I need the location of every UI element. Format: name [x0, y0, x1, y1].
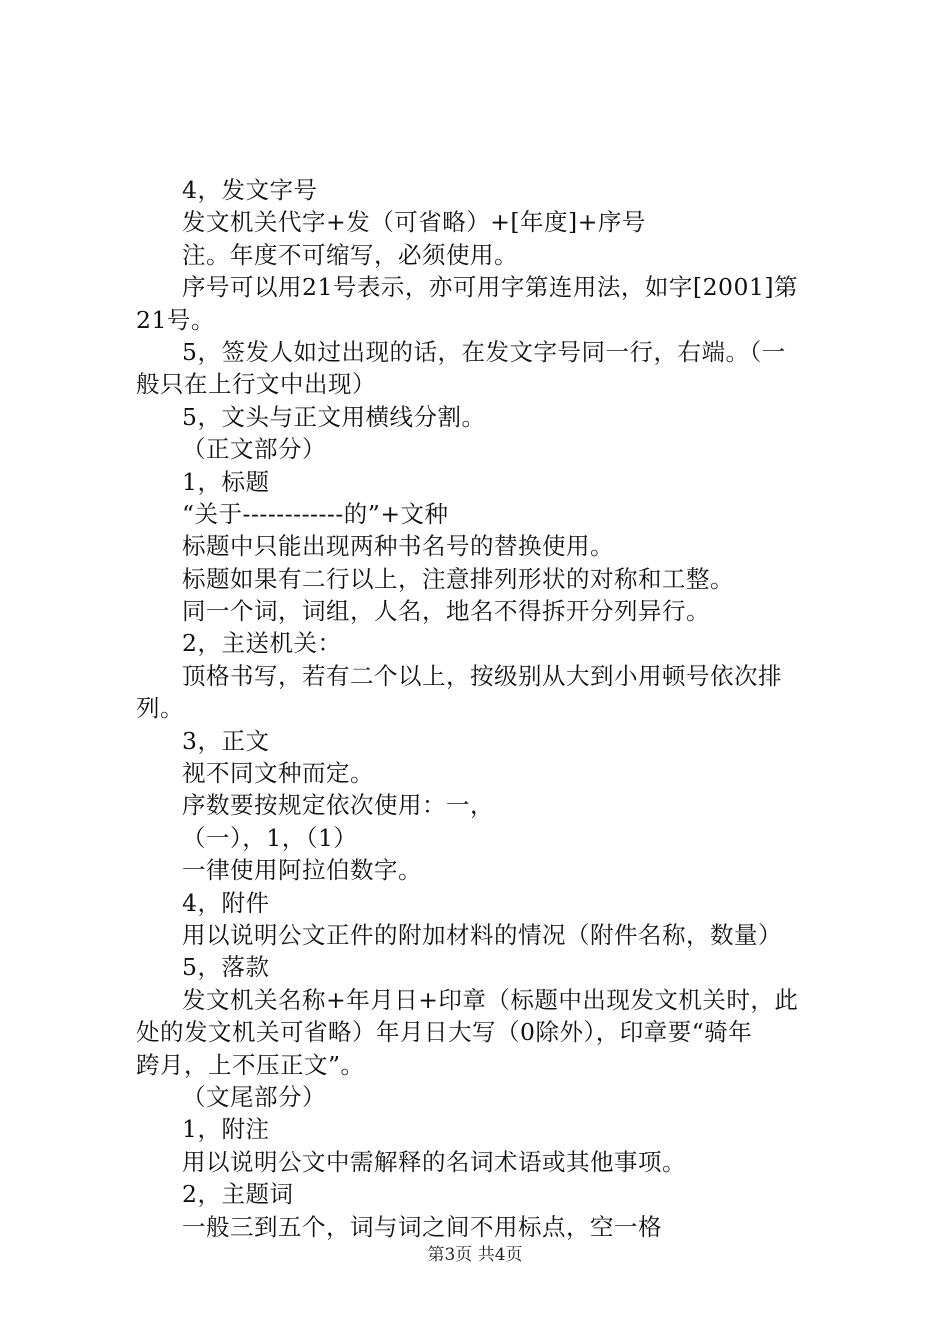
text-line: 一般三到五个，词与词之间不用标点，空一格	[182, 1212, 662, 1241]
text-line: 般只在上行文中出现）	[136, 370, 376, 399]
document-body	[136, 174, 830, 1243]
text-line: （一），1，（1）	[182, 823, 358, 852]
text-line: 跨月，上不压正文”。	[136, 1050, 365, 1079]
text-line: 同一个词，词组，人名，地名不得拆开分列异行。	[182, 597, 710, 626]
text-line: 3，正文	[182, 726, 270, 755]
text-line: 序号可以用21号表示，亦可用字第连用法，如字[2001]第	[182, 273, 799, 302]
text-line: （文尾部分）	[182, 1082, 326, 1111]
text-line: 2，主送机关：	[182, 629, 342, 658]
text-line: 4，发文字号	[182, 176, 318, 204]
page-footer: 第3页 共4页	[427, 1245, 523, 1265]
text-line: 5，落款	[182, 953, 270, 982]
text-line: “关于------------的”+文种	[182, 499, 449, 528]
text-line: 1，附注	[182, 1115, 270, 1144]
text-line: 列。	[136, 694, 184, 723]
text-line: 5，签发人如过出现的话，在发文字号同一行，右端。（一	[182, 337, 786, 366]
text-line: 发文机关名称+年月日+印章（标题中出现发文机关时，此	[182, 985, 799, 1014]
text-line: 注。年度不可缩写，必须使用。	[182, 240, 518, 269]
text-line: 1，标题	[182, 467, 270, 496]
text-line: 顶格书写，若有二个以上，按级别从大到小用顿号依次排	[182, 661, 782, 690]
text-line: 标题中只能出现两种书名号的替换使用。	[182, 532, 614, 561]
text-line: 用以说明公文正件的附加材料的情况（附件名称，数量）	[182, 920, 782, 949]
text-line: 用以说明公文中需解释的名词术语或其他事项。	[182, 1147, 686, 1176]
text-line: 标题如果有二行以上，注意排列形状的对称和工整。	[182, 564, 734, 593]
text-line: 2，主题词	[182, 1180, 294, 1209]
text-line: 5，文头与正文用横线分割。	[182, 402, 486, 431]
text-line: 一律使用阿拉伯数字。	[182, 856, 422, 885]
text-line: （正文部分）	[182, 435, 326, 464]
text-line: 处的发文机关可省略）年月日大写（0除外），印章要“骑年	[136, 1018, 753, 1047]
text-line: 发文机关代字+发（可省略）+[年度]+序号	[182, 208, 646, 237]
text-line: 视不同文种而定。	[182, 759, 374, 788]
text-line: 序数要按规定依次使用：一，	[182, 791, 494, 820]
text-line: 4，附件	[182, 888, 270, 917]
text-line: 21号。	[136, 305, 215, 334]
